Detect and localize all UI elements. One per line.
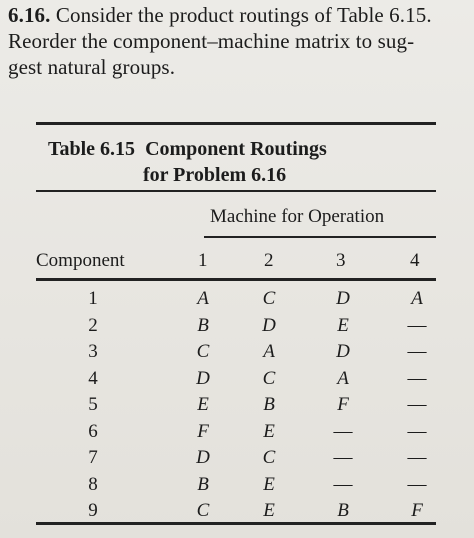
machine-cell: A	[411, 288, 423, 309]
table-title-1: Component Routings	[145, 138, 327, 160]
component-header: Component	[36, 250, 125, 271]
component-number: 3	[88, 341, 98, 362]
machine-cell: E	[263, 500, 275, 521]
machine-cell: F	[197, 420, 209, 442]
component-number: 6	[88, 420, 98, 442]
machine-cell: B	[263, 394, 275, 415]
operation-header-3: 3	[336, 250, 346, 271]
machine-cell: —	[333, 473, 353, 495]
operation-header-4: 4	[410, 250, 420, 271]
problem-line-3: gest natural groups.	[8, 55, 176, 79]
machine-cell: —	[407, 314, 427, 336]
problem-line-2: Reorder the component–machine matrix to sug-	[8, 29, 415, 53]
table-caption	[48, 136, 448, 188]
component-number: 1	[88, 288, 98, 309]
table-title-2: for Problem 6.16	[143, 164, 287, 186]
machine-cell: D	[196, 367, 210, 389]
component-number: 9	[88, 500, 98, 521]
machine-cell: D	[336, 341, 350, 362]
machine-cell: E	[337, 314, 349, 336]
component-number: 4	[88, 367, 98, 389]
machine-cell: D	[262, 314, 276, 336]
component-number: 7	[88, 447, 98, 468]
table-label: Table 6.15	[48, 138, 136, 160]
machine-cell: F	[411, 500, 423, 521]
component-number: 2	[88, 314, 98, 336]
problem-number: 6.16.	[8, 3, 51, 27]
machine-cell: B	[337, 500, 349, 521]
machine-cell: C	[196, 500, 210, 521]
machine-cell: C	[262, 288, 276, 309]
problem-text-1: Consider the product routings of Table 6.15.	[55, 3, 432, 27]
machine-cell: —	[407, 367, 427, 389]
table-caption-line-1	[48, 136, 448, 162]
machine-cell: E	[263, 420, 275, 442]
machine-cell: —	[407, 473, 427, 495]
machine-cell: D	[336, 288, 350, 309]
machine-cell: C	[262, 367, 276, 389]
machine-header-rule	[204, 236, 436, 238]
machine-cell: —	[407, 341, 427, 362]
machine-cell: E	[263, 473, 275, 495]
machine-header: Machine for Operation	[210, 206, 385, 227]
caption-rule	[36, 190, 436, 192]
machine-cell: F	[337, 394, 349, 415]
machine-cell: —	[333, 447, 353, 468]
component-number: 8	[88, 473, 98, 495]
component-number: 5	[88, 394, 98, 415]
problem-statement	[8, 2, 468, 80]
table-top-rule	[36, 122, 436, 125]
operation-header-1: 1	[198, 250, 208, 271]
operation-header-2: 2	[264, 250, 274, 271]
machine-cell: C	[196, 341, 210, 362]
machine-cell: —	[407, 394, 427, 415]
machine-cell: A	[337, 367, 349, 389]
machine-cell: —	[407, 447, 427, 468]
machine-cell: —	[407, 420, 427, 442]
machine-cell: B	[197, 314, 209, 336]
machine-cell: —	[333, 420, 353, 442]
machine-cell: D	[196, 447, 210, 468]
machine-cell: C	[262, 447, 276, 468]
machine-cell: A	[263, 341, 275, 362]
machine-cell: A	[197, 288, 209, 309]
machine-cell: E	[197, 394, 209, 415]
header-rule	[36, 278, 436, 281]
problem-line-1	[8, 2, 468, 28]
table-bottom-rule	[36, 522, 436, 525]
machine-cell: B	[197, 473, 209, 495]
